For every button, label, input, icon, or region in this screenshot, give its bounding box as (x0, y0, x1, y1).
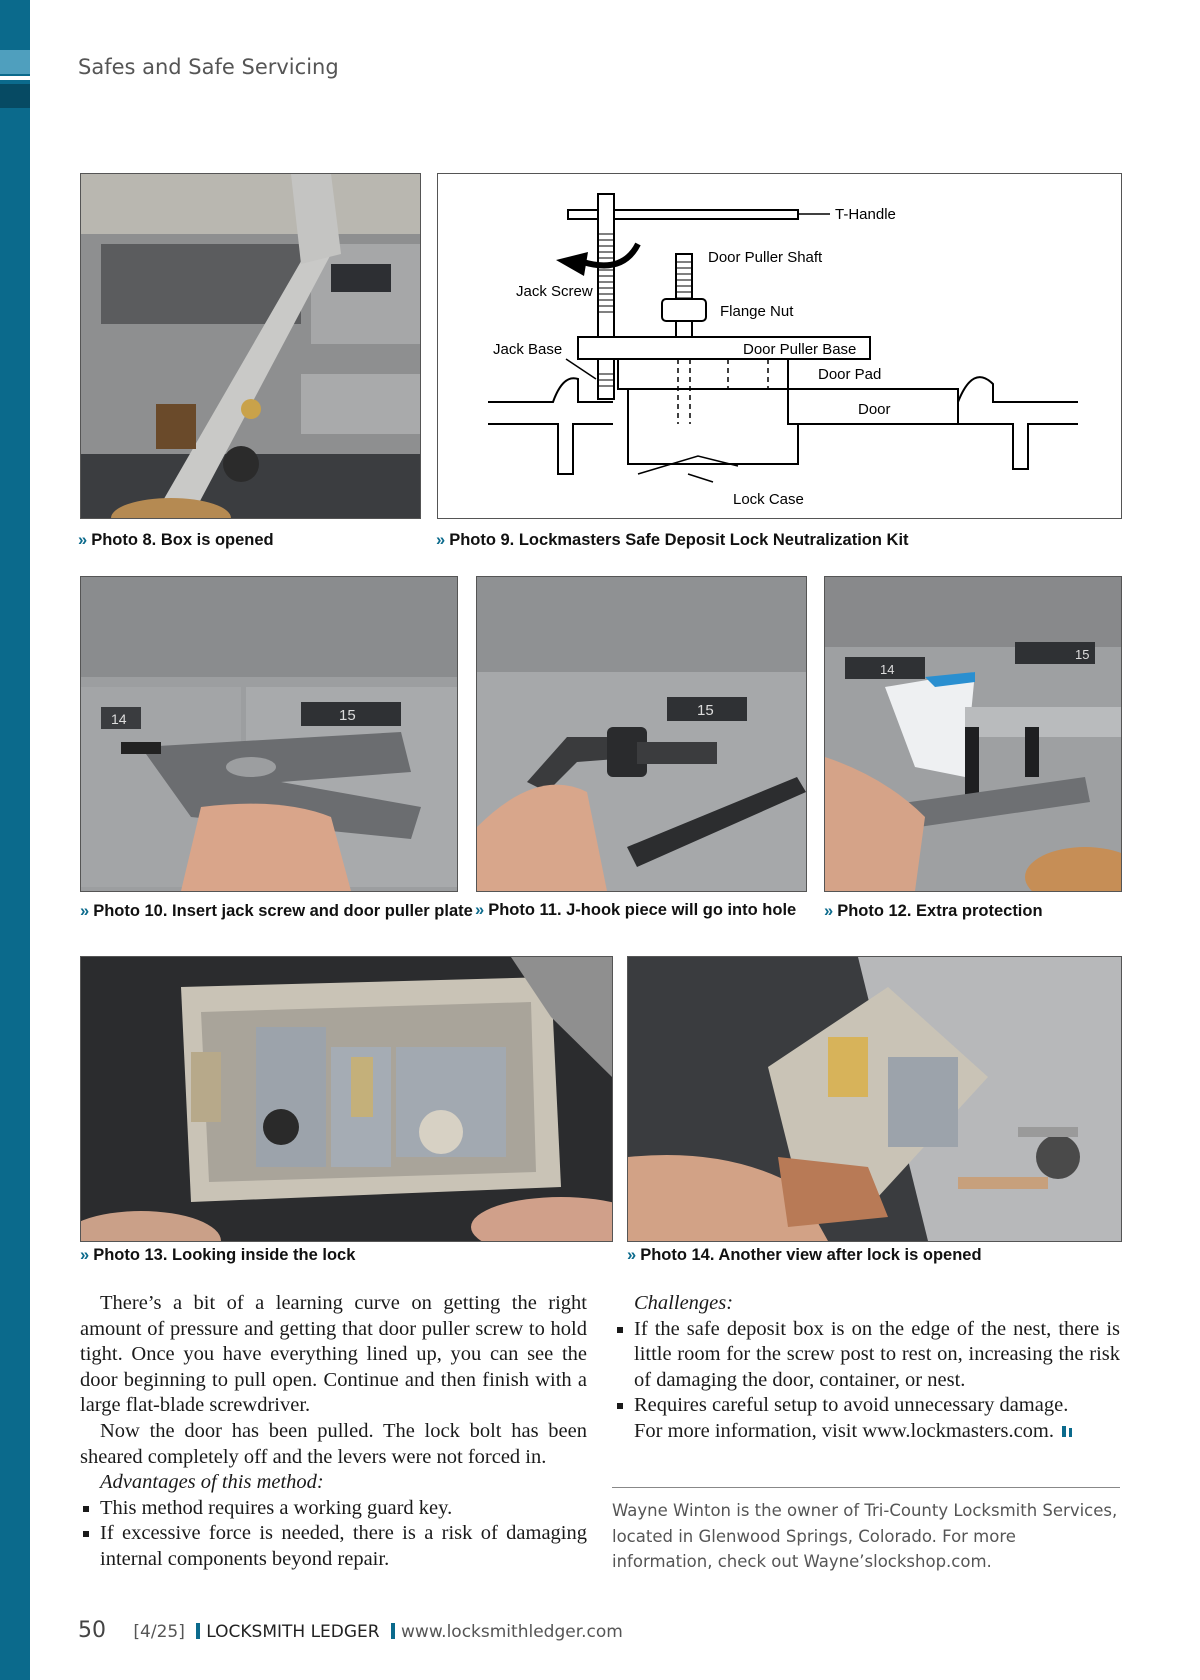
caption-photo-9: » Photo 9. Lockmasters Safe Deposit Lock Neutralization Kit (436, 531, 909, 549)
flange-nut (662, 299, 706, 321)
sidebar-divider (0, 76, 30, 80)
photo-12-extra-protection (824, 576, 1122, 892)
end-of-article-mark (1062, 1426, 1066, 1437)
advantages-heading: Advantages of this method: (100, 1471, 324, 1494)
challenge-item: Requires careful setup to avoid unnecessary damage. (614, 1393, 1120, 1419)
left-text-column (80, 1291, 587, 1573)
caption-photo-12: » Photo 12. Extra protection (824, 902, 1043, 920)
photo-10-jack-screw (80, 576, 458, 892)
door-pad (618, 359, 788, 389)
photo-11-j-hook (476, 576, 807, 892)
box-number-15: 15 (1075, 647, 1090, 662)
box-number-14: 14 (111, 711, 127, 727)
photo-13-inside-lock (80, 956, 613, 1242)
box-number-15: 15 (339, 707, 356, 724)
photo-8-box-opened (80, 173, 421, 519)
caption-photo-10: » Photo 10. Insert jack screw and door puller plate (80, 902, 473, 920)
advantage-item: If excessive force is needed, there is a risk of damaging internal components beyond repair. (80, 1521, 587, 1572)
sidebar-tab-dark (0, 84, 30, 108)
photo-12-image (825, 577, 1121, 891)
photo-13-image (81, 957, 612, 1241)
label-flange-nut: Flange Nut (720, 303, 794, 320)
challenges-list (614, 1317, 1120, 1419)
end-of-article-mark (1069, 1428, 1072, 1437)
more-info-line: For more information, visit www.lockmasters.com. (614, 1419, 1120, 1445)
section-header: Safes and Safe Servicing (78, 55, 339, 79)
photo-10-image (81, 577, 457, 891)
magazine-url: www.locksmithledger.com (401, 1622, 623, 1642)
issue-date: [4/25] (133, 1622, 185, 1642)
label-door-puller-base: Door Puller Base (743, 341, 857, 358)
body-paragraph-2: Now the door has been pulled. The lock bolt has been sheared completely off and the levers were not forced in. (80, 1419, 587, 1468)
label-jack-base: Jack Base (493, 341, 563, 358)
caption-photo-14: » Photo 14. Another view after lock is opened (627, 1246, 982, 1264)
photo-14-lock-opened (627, 956, 1122, 1242)
sidebar-tab-light (0, 50, 30, 74)
magazine-name: LOCKSMITH LEDGER (206, 1622, 380, 1642)
caption-photo-8: » Photo 8. Box is opened (78, 531, 274, 549)
sidebar-accent-bar (0, 0, 30, 1680)
challenges-heading: Challenges: (634, 1292, 734, 1314)
label-door-puller-shaft: Door Puller Shaft (708, 249, 823, 266)
neutralization-kit-diagram (438, 174, 1121, 518)
lock-case (628, 389, 798, 464)
label-door-pad: Door Pad (818, 366, 882, 383)
page-number: 50 (78, 1618, 106, 1643)
right-text-column (614, 1291, 1120, 1445)
advantages-list (80, 1496, 587, 1573)
photo-8-image (81, 174, 420, 518)
jack-screw (598, 194, 614, 399)
footer-divider (391, 1623, 395, 1639)
body-paragraph-1: There’s a bit of a learning curve on getting the right amount of pressure and getting that door puller screw to hold tight. Once you have everything lined up, you can see the door beginning to pull open. Continue and then finish with a large flat-blade screwdriver. (80, 1292, 587, 1417)
box-number-15: 15 (697, 702, 714, 719)
challenge-item: If the safe deposit box is on the edge of the nest, there is little room for the screw post to rest on, increasing the risk of damaging the door, container, or nest. (614, 1317, 1120, 1394)
caption-photo-13: » Photo 13. Looking inside the lock (80, 1246, 356, 1264)
photo-11-image (477, 577, 806, 891)
label-t-handle: T-Handle (835, 206, 896, 223)
photo-9-diagram (437, 173, 1122, 519)
box-number-14: 14 (880, 662, 895, 677)
label-jack-screw: Jack Screw (516, 283, 593, 300)
photo-14-image (628, 957, 1121, 1241)
caption-photo-11: » Photo 11. J-hook piece will go into hole (475, 901, 797, 919)
label-lock-case: Lock Case (733, 491, 804, 508)
advantage-item: This method requires a working guard key. (80, 1496, 587, 1522)
page-footer (78, 1618, 623, 1643)
author-bio: Wayne Winton is the owner of Tri-County Locksmith Services, located in Glenwood Springs, Colorado. For more information, check out Wayne’slockshop.com. (612, 1487, 1120, 1575)
label-door: Door (858, 401, 891, 418)
footer-divider (196, 1623, 200, 1639)
